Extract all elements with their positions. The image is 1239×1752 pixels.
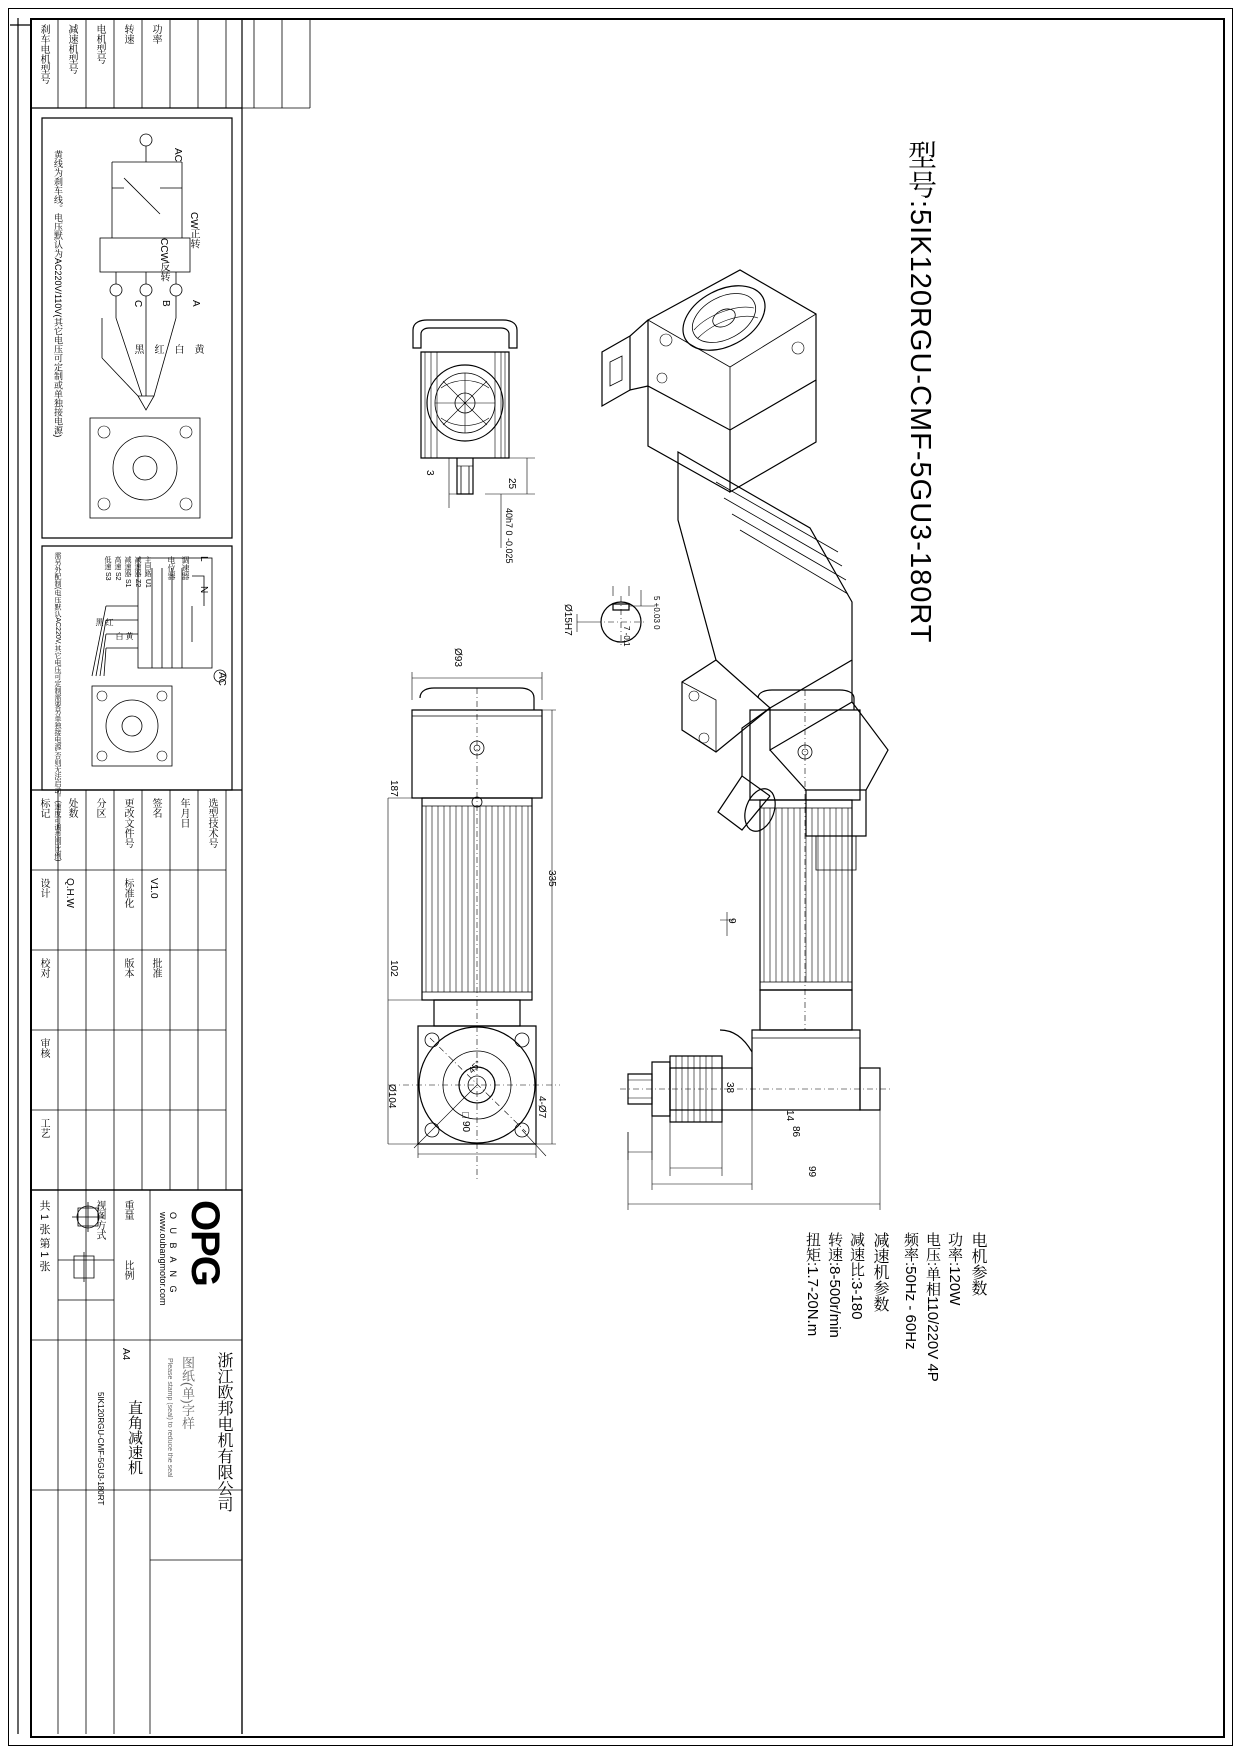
circuit-label-0: 主回路 U1	[144, 556, 151, 588]
rev-col5-1: V1.0	[148, 878, 159, 899]
dim-side-2: 86	[790, 1126, 801, 1138]
company-logo-sub: O U B A N G	[168, 1212, 178, 1296]
rev-col5-0: 签名	[150, 798, 161, 818]
rev-col3-0: 分区	[94, 798, 105, 818]
side-label-3: 黄	[125, 632, 134, 640]
dim-key-1: 5 +0.03 0	[652, 596, 661, 630]
product-name: 直角减速机	[126, 1400, 143, 1475]
rev-col4-2: 版本	[122, 958, 133, 978]
motor-params-heading: 电机参数	[969, 1232, 986, 1296]
rev-col2-1: Q.H.W	[64, 878, 75, 908]
dim-front-6: 4-Ø7	[536, 1096, 547, 1119]
header-cell-2: 电机型号	[94, 24, 105, 64]
motor-param-0: 功率:120W	[946, 1232, 963, 1306]
dim-top-2: 40h7 0 -0.025	[504, 508, 514, 564]
wire-color-0: 黄	[192, 344, 203, 354]
dim-side-4: 9	[726, 918, 737, 924]
weight-label: 重量	[122, 1200, 133, 1220]
dim-side-0: 38	[724, 1082, 735, 1094]
terminal-n: N	[198, 586, 209, 594]
rev-col4-1: 标准化	[122, 878, 133, 908]
dim-front-3: 102	[388, 960, 399, 977]
dim-side-3: 99	[806, 1166, 817, 1178]
dim-top-0: 3	[424, 470, 435, 476]
terminal-l: L	[198, 556, 209, 562]
side-label-1: 红	[105, 618, 114, 626]
rev-col6-0: 年月日	[178, 798, 189, 828]
header-cell-1: 减速机型号	[66, 24, 77, 74]
cw-label: CW正转	[188, 212, 199, 249]
rev-col1-1: 设计	[38, 878, 49, 898]
header-cell-0: 刹车电机型号	[38, 24, 49, 84]
rev-col1-3: 审核	[38, 1038, 49, 1058]
rev-col2-0: 处数	[66, 798, 77, 818]
rev-col1-0: 标记	[38, 798, 49, 818]
product-code: 5IK120RGU-CMF-5GU3-180RT	[96, 1392, 105, 1506]
gear-param-1: 转速:8-500r/min	[826, 1232, 843, 1338]
company-website: www.oubangmotor.com	[158, 1212, 168, 1306]
dim-front-7: 45°	[466, 1058, 484, 1076]
scale-label: 比例	[122, 1260, 133, 1280]
circuit-label-3: 高速 S2	[114, 556, 121, 581]
gear-param-2: 扭矩:1.7-20N.m	[804, 1232, 821, 1337]
gear-params-heading: 减速机参数	[871, 1232, 888, 1312]
motor-param-2: 频率:50Hz - 60Hz	[902, 1232, 919, 1350]
side-label-2: 白	[115, 632, 124, 640]
wire-color-3: 黑	[132, 344, 143, 354]
stamp-cn: 图纸(单)字样	[180, 1356, 195, 1430]
ac-label-bottom: AC	[216, 672, 227, 686]
dim-front-1: 187	[388, 780, 399, 797]
wire-color-1: 白	[172, 344, 183, 354]
rev-col5-2: 批准	[150, 958, 161, 978]
projection-symbol-icon-2	[64, 1250, 104, 1284]
terminal-b: B	[160, 300, 171, 307]
dim-front-5: □90	[460, 1110, 471, 1133]
dim-front-4: Ø104	[386, 1084, 397, 1109]
terminal-a: A	[190, 300, 201, 307]
type-no-label: 选型技术号	[206, 798, 217, 848]
header-cell-3: 转速	[122, 24, 133, 44]
dim-key-2: 7 -0.1	[622, 626, 631, 647]
sheet-count: 共 1 张 第 1 张	[38, 1200, 50, 1272]
dim-side-1: 14	[784, 1110, 795, 1122]
paper-label: A4	[120, 1348, 131, 1361]
circuit-label-2: 减速器 S1	[124, 556, 131, 588]
rev-col1-4: 工艺	[38, 1118, 49, 1138]
dim-front-0: Ø93	[452, 648, 463, 667]
company-name: 浙江欧邦电机有限公司	[215, 1352, 232, 1512]
header-cell-4: 功率	[150, 24, 161, 44]
speed-ctrl-label-1: 电位器	[167, 556, 176, 580]
motor-param-1: 电压:单相110/220V 4P	[924, 1232, 941, 1382]
projection-symbol-icon	[64, 1200, 112, 1234]
ac-label-top: AC	[172, 148, 183, 162]
speed-ctrl-label-0: 调速器	[181, 556, 190, 580]
side-label-0: 黑	[95, 618, 104, 626]
wiring-diagram-top	[42, 118, 242, 548]
circuit-label-4: 低速 S3	[104, 556, 111, 581]
stamp-en: Please stamp (seal) to reduce the seal	[166, 1358, 173, 1478]
ccw-label: CCW反转	[158, 238, 169, 282]
gear-param-0: 减速比:3-180	[848, 1232, 865, 1320]
dim-front-2: 335	[546, 870, 557, 887]
wiring-note-top: 黄线为刹车线。电压默认为AC220V/110V(其它电压可定制或单独接电源)	[53, 150, 63, 438]
circuit-label-1: 减速器 Z2	[134, 556, 141, 588]
wiring-note-bottom: 需另外配制(电压默认AC220V,其它电压可定制需要另单独接电源,否则无法启动。(速度可调范围比例)	[54, 552, 61, 862]
view-mode-label: 视图方式	[94, 1200, 105, 1240]
wire-color-2: 红	[152, 344, 163, 354]
dim-top-1: 25	[506, 478, 517, 490]
rev-col4-0: 更改文件号	[122, 798, 133, 848]
dim-key-0: Ø15H7	[562, 604, 573, 636]
company-logo: OPG	[183, 1200, 227, 1286]
terminal-c: C	[132, 300, 143, 308]
page-title: 型号:5IK120RGU-CMF-5GU3-180RT	[904, 140, 936, 644]
rev-col1-2: 校对	[38, 958, 49, 978]
